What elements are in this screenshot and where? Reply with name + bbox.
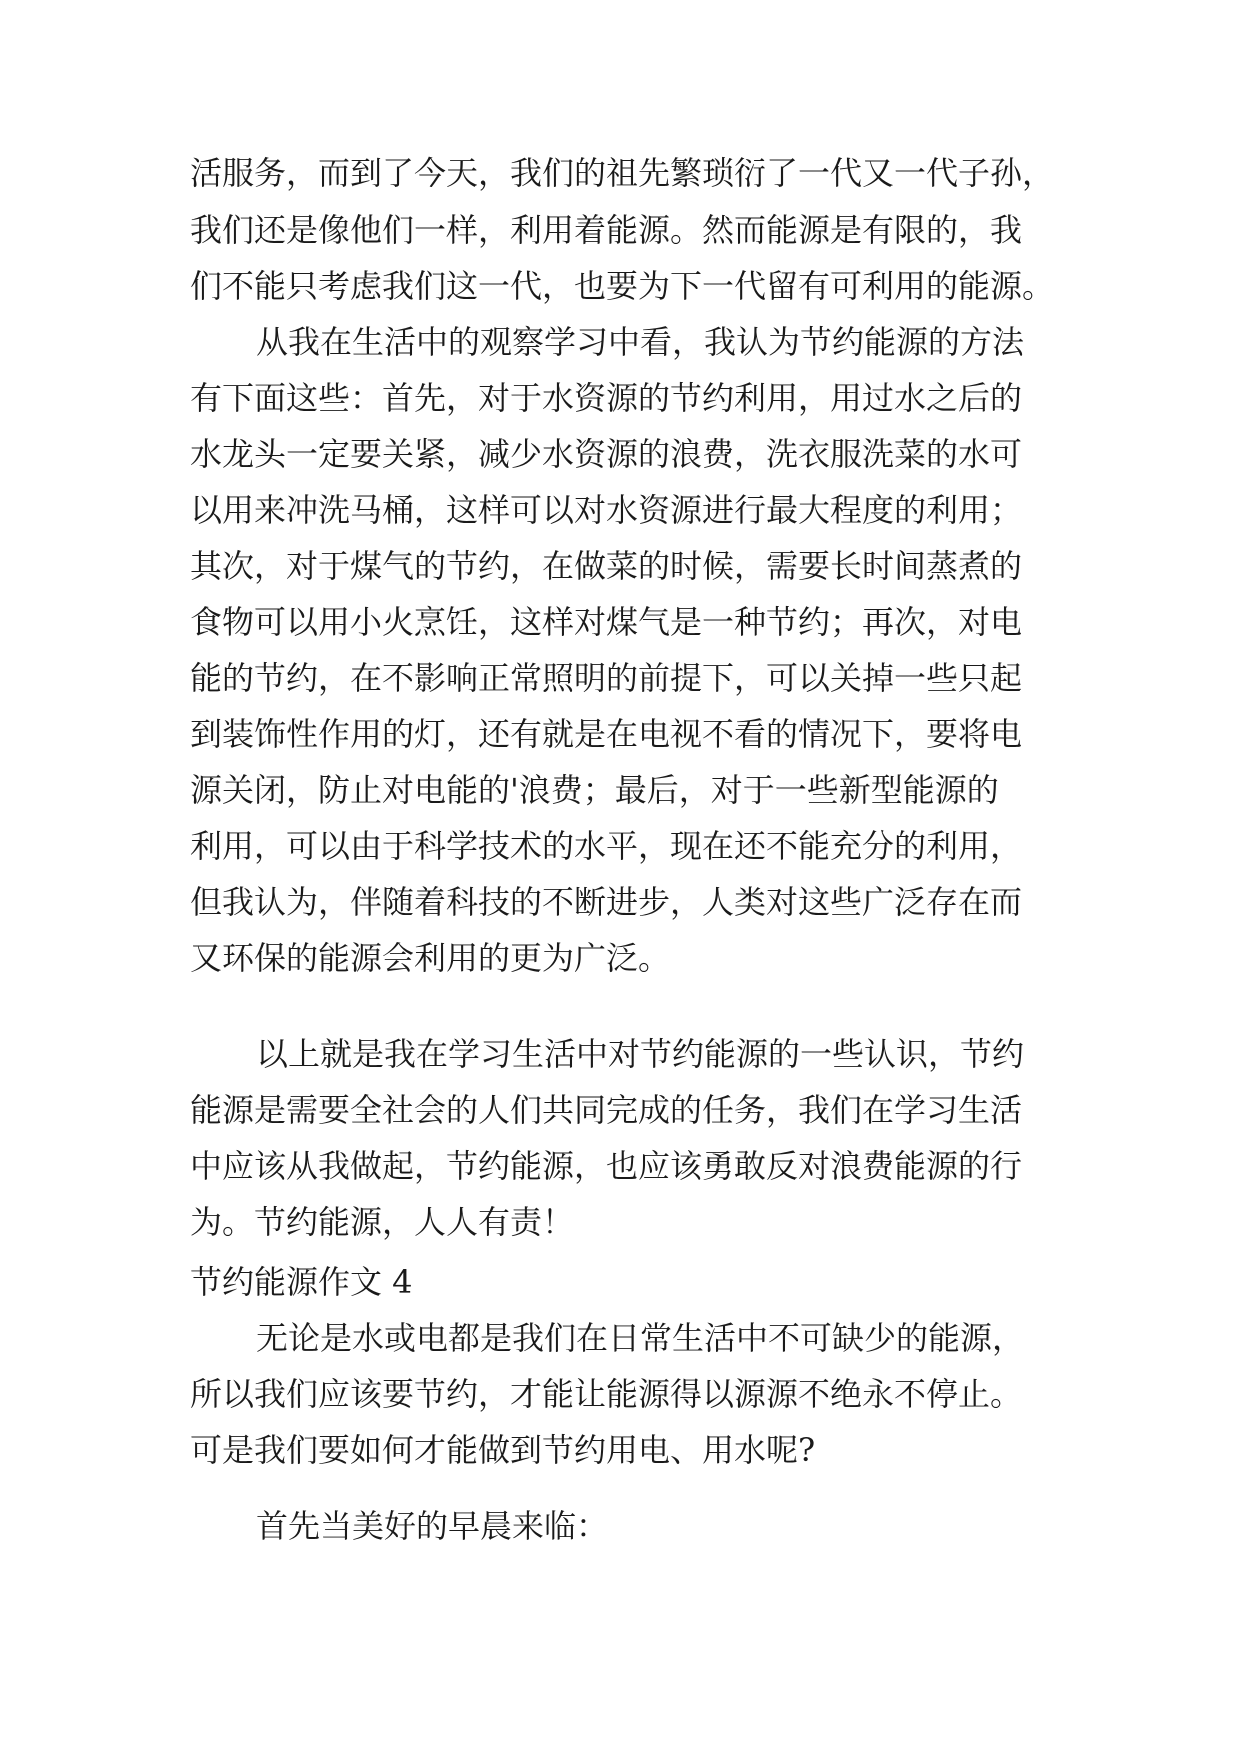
text-line: 以用来冲洗马桶，这样可以对水资源进行最大程度的利用；: [190, 491, 1023, 529]
text-line: 所以我们应该要节约，才能让能源得以源源不绝永不停止。: [190, 1375, 1023, 1413]
paragraph-start-line: 以上就是我在学习生活中对节约能源的一些认识，节约: [256, 1035, 1025, 1073]
text-line: 中应该从我做起，节约能源，也应该勇敢反对浪费能源的行: [190, 1147, 1023, 1185]
text-line: 为。节约能源，人人有责！: [190, 1203, 575, 1241]
text-line: 但我认为，伴随着科技的不断进步，人类对这些广泛存在而: [190, 883, 1023, 921]
text-line: 能源是需要全社会的人们共同完成的任务，我们在学习生活: [190, 1091, 1023, 1129]
text-line: 其次，对于煤气的节约，在做菜的时候，需要长时间蒸煮的: [190, 547, 1023, 585]
text-line: 们不能只考虑我们这一代，也要为下一代留有可利用的能源。: [190, 267, 1055, 305]
paragraph-start-line: 从我在生活中的观察学习中看，我认为节约能源的方法: [256, 323, 1025, 361]
section-heading: 节约能源作文 4: [190, 1263, 413, 1301]
text-line: 水龙头一定要关紧，减少水资源的浪费，洗衣服洗菜的水可: [190, 435, 1023, 473]
text-line: 能的节约，在不影响正常照明的前提下，可以关掉一些只起: [190, 659, 1023, 697]
text-line: 可是我们要如何才能做到节约用电、用水呢?: [190, 1431, 816, 1469]
text-line: 又环保的能源会利用的更为广泛。: [190, 939, 671, 977]
paragraph-start-line: 无论是水或电都是我们在日常生活中不可缺少的能源，: [256, 1319, 1025, 1357]
text-line: 我们还是像他们一样，利用着能源。然而能源是有限的，我: [190, 211, 1023, 249]
text-line: 利用，可以由于科学技术的水平，现在还不能充分的利用，: [190, 827, 1023, 865]
paragraph-start-line: 首先当美好的早晨来临：: [256, 1507, 609, 1545]
text-line: 有下面这些：首先，对于水资源的节约利用，用过水之后的: [190, 379, 1023, 417]
text-line: 食物可以用小火烹饪，这样对煤气是一种节约；再次，对电: [190, 603, 1023, 641]
text-line: 到装饰性作用的灯，还有就是在电视不看的情况下，要将电: [190, 715, 1023, 753]
text-line: 源关闭，防止对电能的'浪费；最后，对于一些新型能源的: [190, 771, 999, 809]
text-line: 活服务，而到了今天，我们的祖先繁琐衍了一代又一代子孙，: [190, 154, 1055, 192]
